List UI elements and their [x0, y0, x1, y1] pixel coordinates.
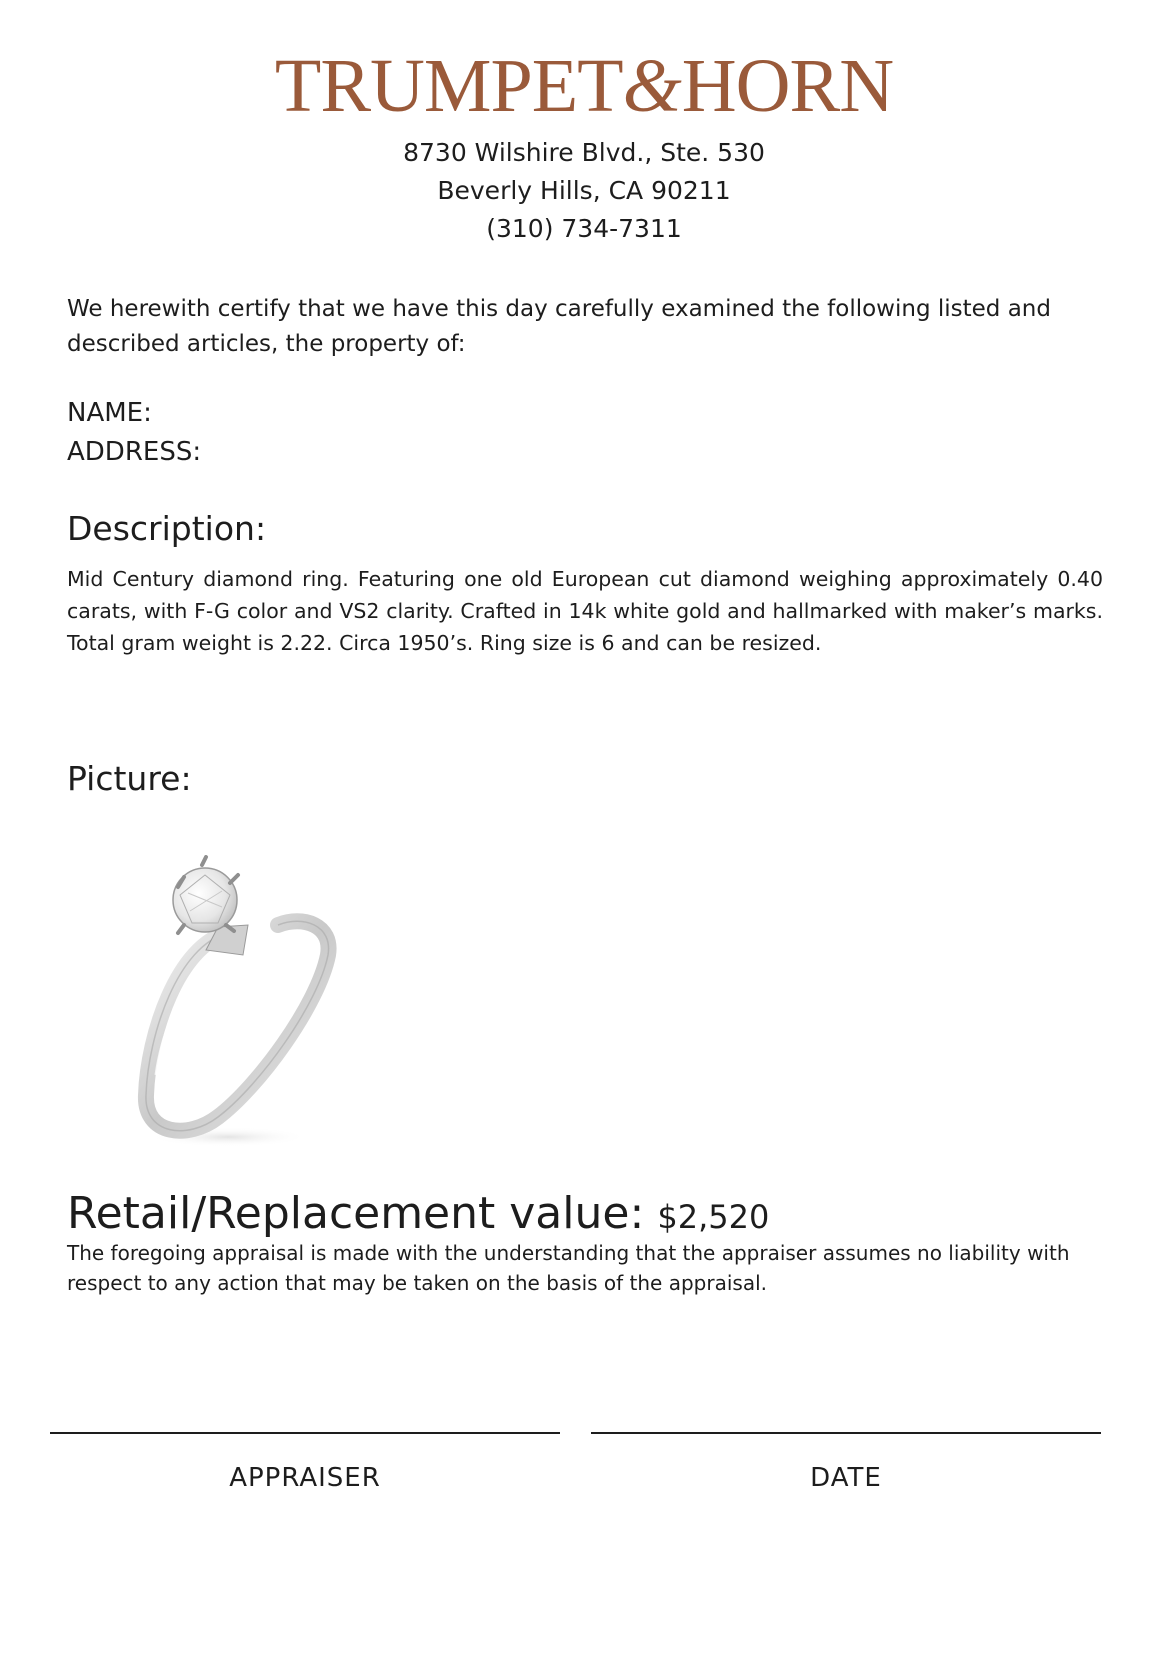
logo-text-right: HORN [681, 44, 894, 128]
valuation-label: Retail/Replacement value: [67, 1188, 645, 1239]
description-heading: Description: [67, 509, 267, 548]
address-field-label: ADDRESS: [67, 437, 202, 467]
date-label: DATE [810, 1463, 882, 1493]
logo-text-left: TRUMPET [274, 44, 623, 128]
valuation-amount: $2,520 [657, 1198, 770, 1236]
store-address [0, 134, 1168, 248]
valuation-row [67, 1188, 769, 1243]
brand-logo [0, 46, 1168, 126]
appraisal-disclaimer: The foregoing appraisal is made with the understanding that the appraiser assumes no liability with respect to any action that may be taken on the basis of the appraisal. [67, 1241, 1070, 1295]
name-field-label: NAME: [67, 398, 152, 428]
description-text: Mid Century diamond ring. Featuring one old European cut diamond weighing approximately 0.40 carats, with F-G color and VS2 clarity. Crafted in 14k white gold and hallmarked with maker’s marks. Total gram weight is 2.22. Circa 1950’s. Ring size is 6 and can be resized. [67, 567, 1103, 655]
certification-statement: We herewith certify that we have this day carefully examined the following listed and described articles, the property of: [67, 296, 1051, 357]
phone-number: (310) 734-7311 [486, 214, 682, 243]
picture-heading: Picture: [67, 759, 192, 798]
appraiser-signature-line [50, 1432, 560, 1434]
diamond-ring-image [118, 855, 358, 1155]
address-line-1: 8730 Wilshire Blvd., Ste. 530 [403, 138, 765, 167]
date-signature-line [591, 1432, 1101, 1434]
appraiser-label: APPRAISER [229, 1463, 381, 1493]
logo-ampersand: & [622, 44, 682, 128]
address-line-2: Beverly Hills, CA 90211 [437, 176, 731, 205]
